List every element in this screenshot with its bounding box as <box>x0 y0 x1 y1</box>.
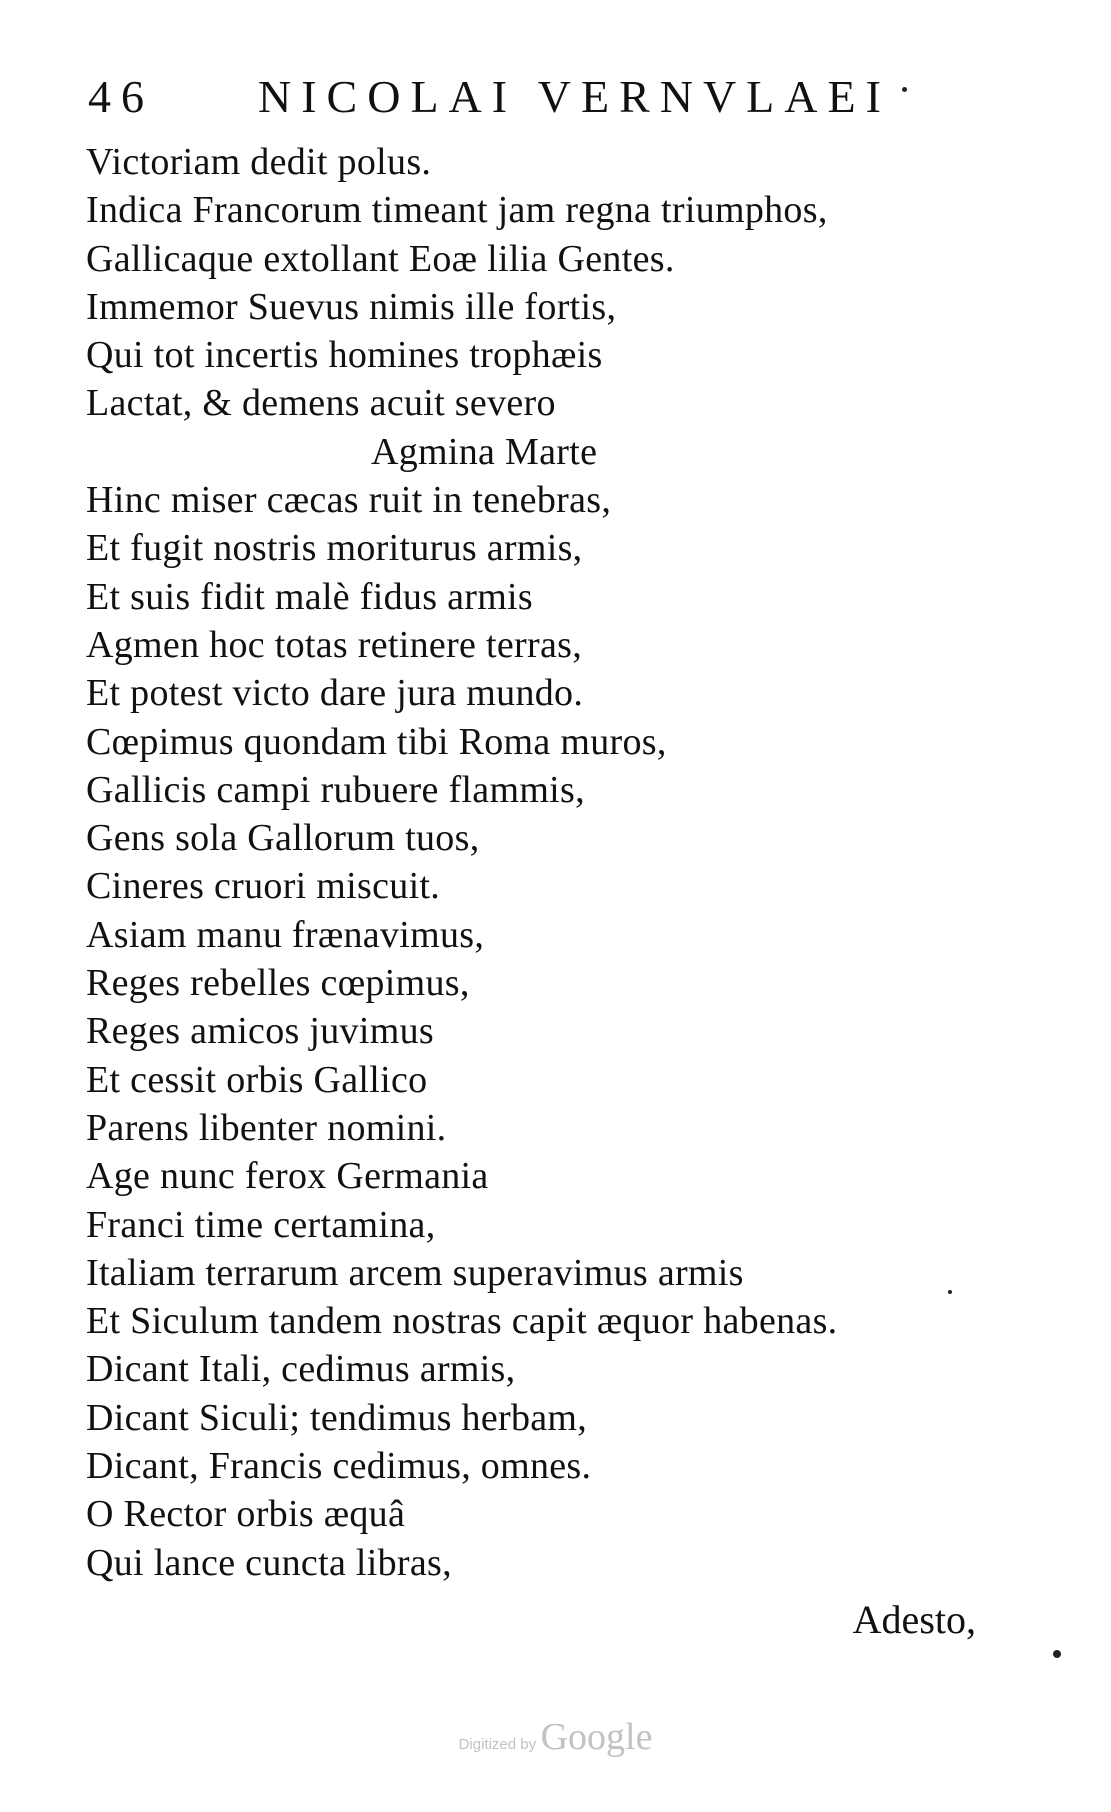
running-title: NICOLAI VERNVLAEI <box>258 71 891 122</box>
verse-line: Immemor Suevus nimis ille fortis, <box>86 285 617 328</box>
verse-line: Hinc miser cæcas ruit in tenebras, <box>86 479 612 522</box>
catchword: Adesto, <box>852 1597 976 1642</box>
running-header <box>88 70 891 130</box>
page-number: 46 <box>88 71 154 122</box>
ink-speck <box>902 87 907 92</box>
verse-line: Cineres cruori miscuit. <box>86 865 441 908</box>
verse-line: Qui lance cuncta libras, <box>86 1541 452 1584</box>
verse-line: Dicant, Francis cedimus, omnes. <box>86 1445 592 1488</box>
verse-text <box>86 138 1046 1587</box>
verse-line: Franci time certamina, <box>86 1203 436 1246</box>
verse-line: Gallicaque extollant Eoæ lilia Gentes. <box>86 237 675 280</box>
verse-line: Cœpimus quondam tibi Roma muros, <box>86 720 667 763</box>
verse-line: Agmen hoc totas retinere terras, <box>86 623 583 666</box>
verse-line: Gallicis campi rubuere flammis, <box>86 768 585 811</box>
ink-speck <box>948 1290 952 1294</box>
digitized-by-label: Digitized by <box>458 1736 537 1753</box>
verse-line: Reges amicos juvimus <box>86 1010 434 1053</box>
verse-line: Qui tot incertis homines trophæis <box>86 334 603 377</box>
verse-line: Lactat, & demens acuit severo <box>86 382 556 425</box>
verse-line: Parens libenter nomini. <box>86 1106 447 1149</box>
verse-line: O Rector orbis æquâ <box>86 1493 406 1536</box>
verse-line: Indica Francorum timeant jam regna triumphos, <box>86 189 828 232</box>
verse-line: Et cessit orbis Gallico <box>86 1058 428 1101</box>
verse-line: Asiam manu frænavimus, <box>86 913 485 956</box>
verse-line: Et Siculum tandem nostras capit æquor habenas. <box>86 1300 838 1343</box>
verse-line: Et fugit nostris moriturus armis, <box>86 527 583 570</box>
digitization-watermark <box>0 1715 1111 1759</box>
verse-line: Dicant Itali, cedimus armis, <box>86 1348 516 1391</box>
verse-line: Italiam terrarum arcem superavimus armis <box>86 1251 744 1294</box>
verse-line: Dicant Siculi; tendimus herbam, <box>86 1396 588 1439</box>
verse-line: Agmina Marte <box>371 430 598 473</box>
verse-line: Reges rebelles cœpimus, <box>86 962 470 1005</box>
verse-line: Et potest victo dare jura mundo. <box>86 672 584 715</box>
google-brand: Google <box>540 1716 653 1758</box>
verse-line: Victoriam dedit polus. <box>86 141 432 183</box>
verse-line: Age nunc ferox Germania <box>86 1155 489 1198</box>
verse-line: Et suis fidit malè fidus armis <box>86 575 534 618</box>
ink-speck <box>1053 1650 1061 1658</box>
verse-line: Gens sola Gallorum tuos, <box>86 817 480 860</box>
